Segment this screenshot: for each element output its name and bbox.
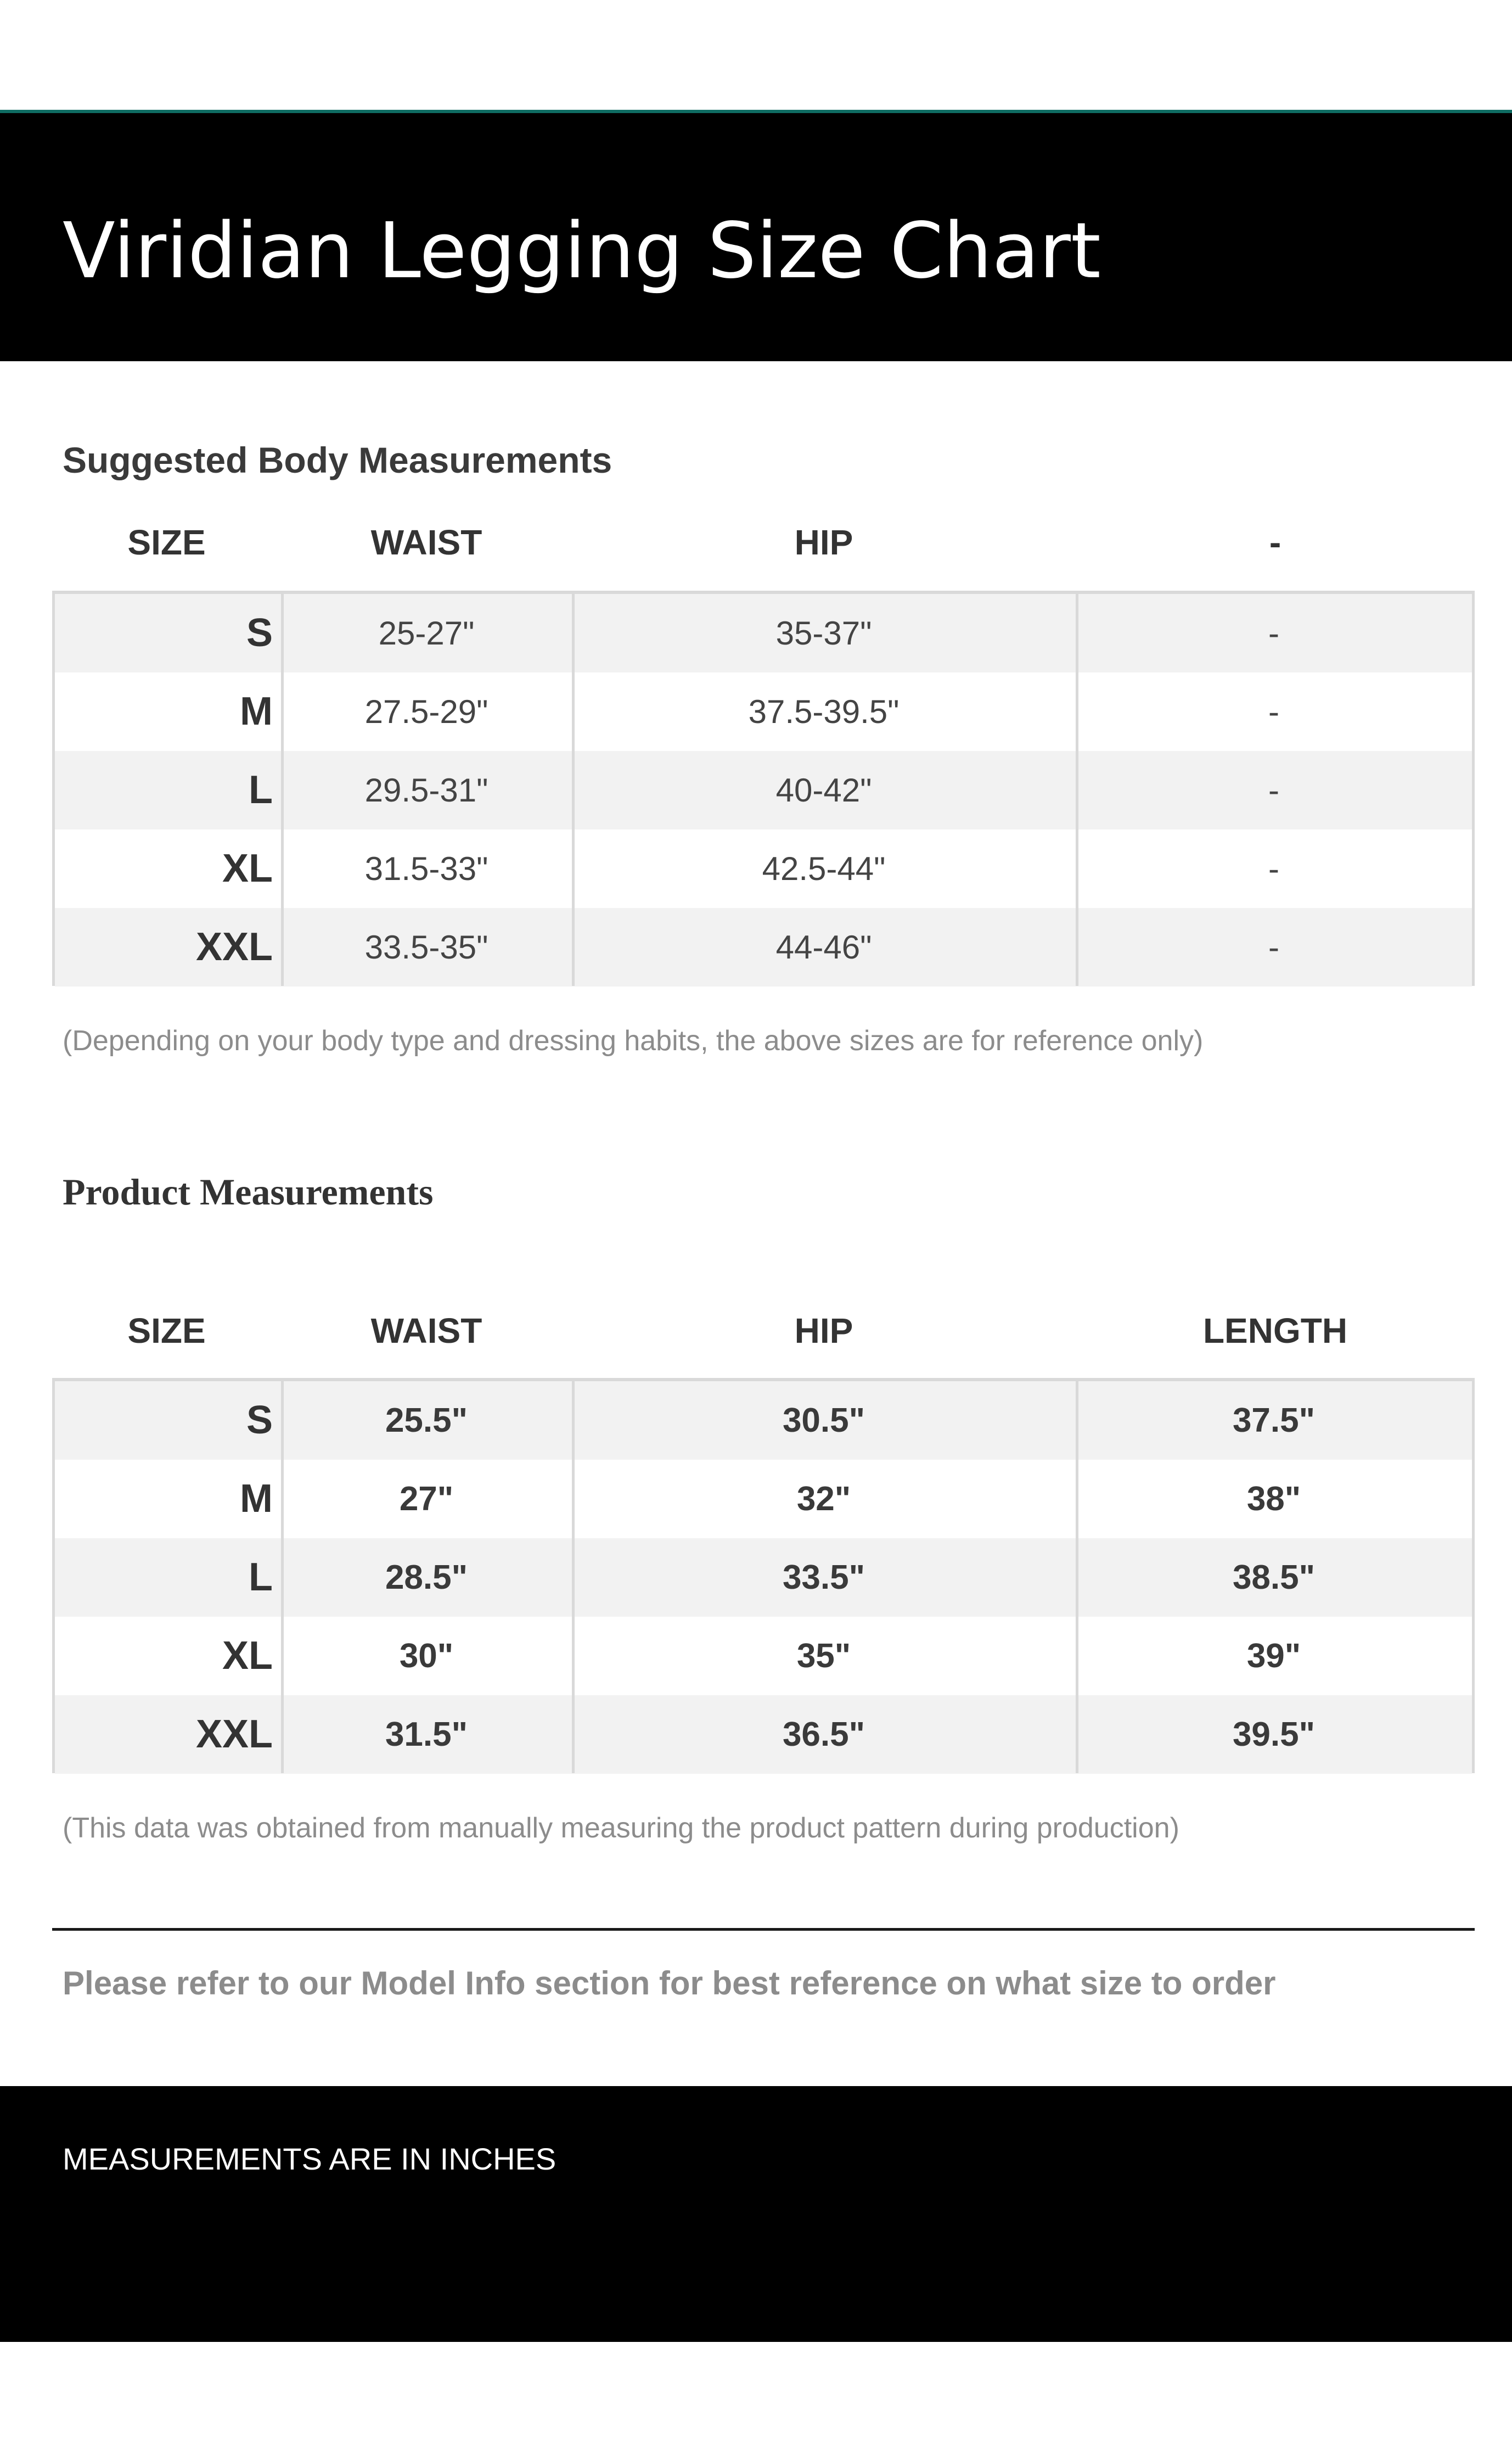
table-row — [55, 594, 1472, 672]
column-header-waist: WAIST — [370, 1311, 482, 1350]
table-row — [55, 829, 1472, 908]
waist-cell: 31.5-33" — [364, 850, 488, 887]
hip-cell: 32" — [796, 1480, 851, 1518]
extra-cell: - — [1268, 929, 1279, 966]
body-measurements-title: Suggested Body Measurements — [63, 440, 612, 480]
column-divider — [572, 594, 575, 986]
length-cell: 37.5" — [1232, 1402, 1316, 1439]
extra-cell: - — [1268, 693, 1279, 730]
column-header-size: SIZE — [127, 523, 206, 562]
column-divider — [281, 1381, 284, 1773]
size-cell: XXL — [195, 1712, 273, 1756]
size-cell: L — [249, 1555, 273, 1599]
waist-cell: 29.5-31" — [364, 772, 488, 809]
column-header-length: LENGTH — [1202, 1311, 1348, 1350]
units-notice: MEASUREMENTS ARE IN INCHES — [63, 2142, 557, 2176]
waist-cell: 27.5-29" — [364, 693, 488, 730]
hip-cell: 37.5-39.5" — [748, 693, 900, 730]
column-header-hip: HIP — [794, 1311, 853, 1350]
column-header-extra: - — [1269, 523, 1281, 562]
hip-cell: 44-46" — [775, 929, 872, 966]
table-row — [55, 751, 1472, 829]
size-cell: M — [240, 1477, 273, 1521]
table-row — [55, 672, 1472, 751]
size-cell: S — [246, 1398, 273, 1442]
page-title: Viridian Legging Size Chart — [63, 206, 1101, 296]
hip-cell: 35-37" — [775, 615, 872, 652]
column-divider — [281, 594, 284, 986]
product-measurements-title: Product Measurements — [63, 1171, 434, 1213]
size-cell: S — [246, 611, 273, 655]
hip-cell: 36.5" — [782, 1716, 865, 1753]
column-header-waist: WAIST — [370, 523, 482, 562]
hip-cell: 30.5" — [782, 1402, 865, 1439]
table-row — [55, 908, 1472, 987]
table-row — [55, 1617, 1472, 1695]
waist-cell: 28.5" — [385, 1559, 468, 1596]
table-row — [55, 1381, 1472, 1460]
length-cell: 38.5" — [1232, 1559, 1316, 1596]
body-measurements-note: (Depending on your body type and dressing habits, the above sizes are for reference only) — [63, 1025, 1204, 1057]
body-table-header — [52, 509, 1475, 575]
page-header — [0, 113, 1512, 361]
size-cell: M — [240, 690, 273, 733]
table-row — [55, 1538, 1472, 1617]
product-measurements-note: (This data was obtained from manually measuring the product pattern during production) — [63, 1812, 1179, 1844]
hip-cell: 35" — [796, 1637, 851, 1675]
extra-cell: - — [1268, 850, 1279, 887]
page-footer — [0, 2086, 1512, 2342]
table-row — [55, 1460, 1472, 1538]
column-divider — [572, 1381, 575, 1773]
product-table-header — [52, 1298, 1475, 1364]
column-divider — [1076, 594, 1078, 986]
column-header-size: SIZE — [127, 1311, 206, 1350]
hip-cell: 33.5" — [782, 1559, 865, 1596]
waist-cell: 25-27" — [378, 615, 475, 652]
hip-cell: 42.5-44" — [762, 850, 886, 887]
size-cell: XL — [222, 847, 273, 890]
size-cell: XL — [222, 1634, 273, 1678]
product-measurements-table — [52, 1378, 1475, 1773]
table-row — [55, 1695, 1472, 1774]
waist-cell: 31.5" — [385, 1716, 468, 1753]
length-cell: 38" — [1246, 1480, 1301, 1518]
waist-cell: 33.5-35" — [364, 929, 488, 966]
body-measurements-table — [52, 591, 1475, 986]
section-divider — [52, 1928, 1475, 1931]
size-cell: L — [249, 768, 273, 812]
hip-cell: 40-42" — [775, 772, 872, 809]
model-info-reference: Please refer to our Model Info section for best reference on what size to order — [63, 1965, 1276, 2002]
length-cell: 39.5" — [1232, 1716, 1316, 1753]
length-cell: 39" — [1246, 1637, 1301, 1675]
waist-cell: 27" — [399, 1480, 454, 1518]
extra-cell: - — [1268, 772, 1279, 809]
waist-cell: 25.5" — [385, 1402, 468, 1439]
column-divider — [1076, 1381, 1078, 1773]
waist-cell: 30" — [399, 1637, 454, 1675]
extra-cell: - — [1268, 615, 1279, 652]
size-cell: XXL — [195, 925, 273, 969]
column-header-hip: HIP — [794, 523, 853, 562]
